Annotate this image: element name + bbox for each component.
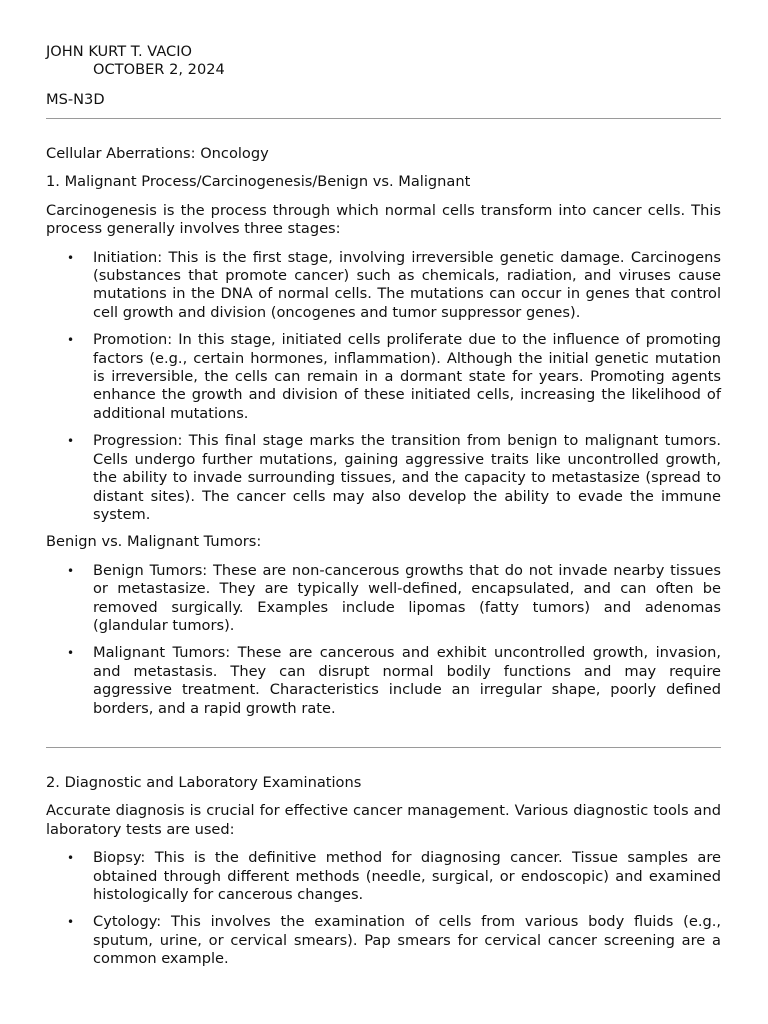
list-item-promotion: • Promotion: In this stage, initiated cells proliferate due to the influence of promoting factors (e.g., certain hormones, inflammation). Although the initial genetic mutation is irreversible, the cells can remain in a dormant state for years. Promoting agents enhance the growth and division of these initiated cells, increasing the likelihood of additional mutations. (93, 331, 721, 423)
section-carcinogenesis (46, 145, 721, 727)
document-date: OCTOBER 2, 2024 (93, 61, 225, 79)
list-item-benign: • Benign Tumors: These are non-cancerous growths that do not invade nearby tissues or metastasize. They are typically well-defined, encapsulated, and can often be removed surgically. Examples include lipomas (fatty tumors) and adenomas (glandular tumors). (93, 562, 721, 636)
section-diagnostics (46, 774, 721, 978)
section-intro: Accurate diagnosis is crucial for effective cancer management. Various diagnostic tools and laboratory tests are used: (46, 802, 721, 838)
tumors-list (46, 562, 721, 718)
topic-title: Cellular Aberrations: Oncology (46, 145, 269, 162)
list-item-biopsy: • Biopsy: This is the definitive method for diagnosing cancer. Tissue samples are obtained through different methods (needle, surgical, or endoscopic) and examined histologically for cancerous changes. (93, 849, 721, 904)
section-heading: 1. Malignant Process/Carcinogenesis/Benign vs. Malignant (46, 173, 471, 191)
horizontal-divider (46, 747, 721, 748)
list-item-initiation: • Initiation: This is the first stage, involving irreversible genetic damage. Carcinogens (substances that promote cancer) such as chemicals, radiation, and viruses cause mutations in the DNA of normal cells. The mutations can occur in genes that control cell growth and division (oncogenes and tumor suppressor genes). (93, 249, 721, 323)
horizontal-divider (46, 118, 721, 119)
subsection-heading: Benign vs. Malignant Tumors: (46, 533, 262, 551)
document-header (46, 43, 225, 109)
section-intro: Carcinogenesis is the process through which normal cells transform into cancer cells. This process generally involves three stages: (46, 201, 721, 238)
diagnostics-list (46, 849, 721, 968)
section-heading: 2. Diagnostic and Laboratory Examinations (46, 774, 362, 791)
list-item-progression: • Progression: This final stage marks the transition from benign to malignant tumors. Cells undergo further mutations, gaining aggressive traits like uncontrolled growth, the ability to invade surrounding tissues, and the capacity to metastasize (spread to distant sites). The cancer cells may also develop the ability to evade the immune system. (93, 432, 721, 524)
class-section: MS-N3D (46, 90, 105, 108)
list-item-malignant: • Malignant Tumors: These are cancerous and exhibit uncontrolled growth, invasion, and metastasis. They can disrupt normal bodily functions and may require aggressive treatment. Characteristics include an irregular shape, poorly defined borders, and a rapid growth rate. (93, 644, 721, 718)
stages-list (46, 249, 721, 525)
list-item-cytology: • Cytology: This involves the examination of cells from various body fluids (e.g., sputum, urine, or cervical smears). Pap smears for cervical cancer screening are a common example. (93, 913, 721, 968)
author-name: JOHN KURT T. VACIO (46, 43, 193, 60)
